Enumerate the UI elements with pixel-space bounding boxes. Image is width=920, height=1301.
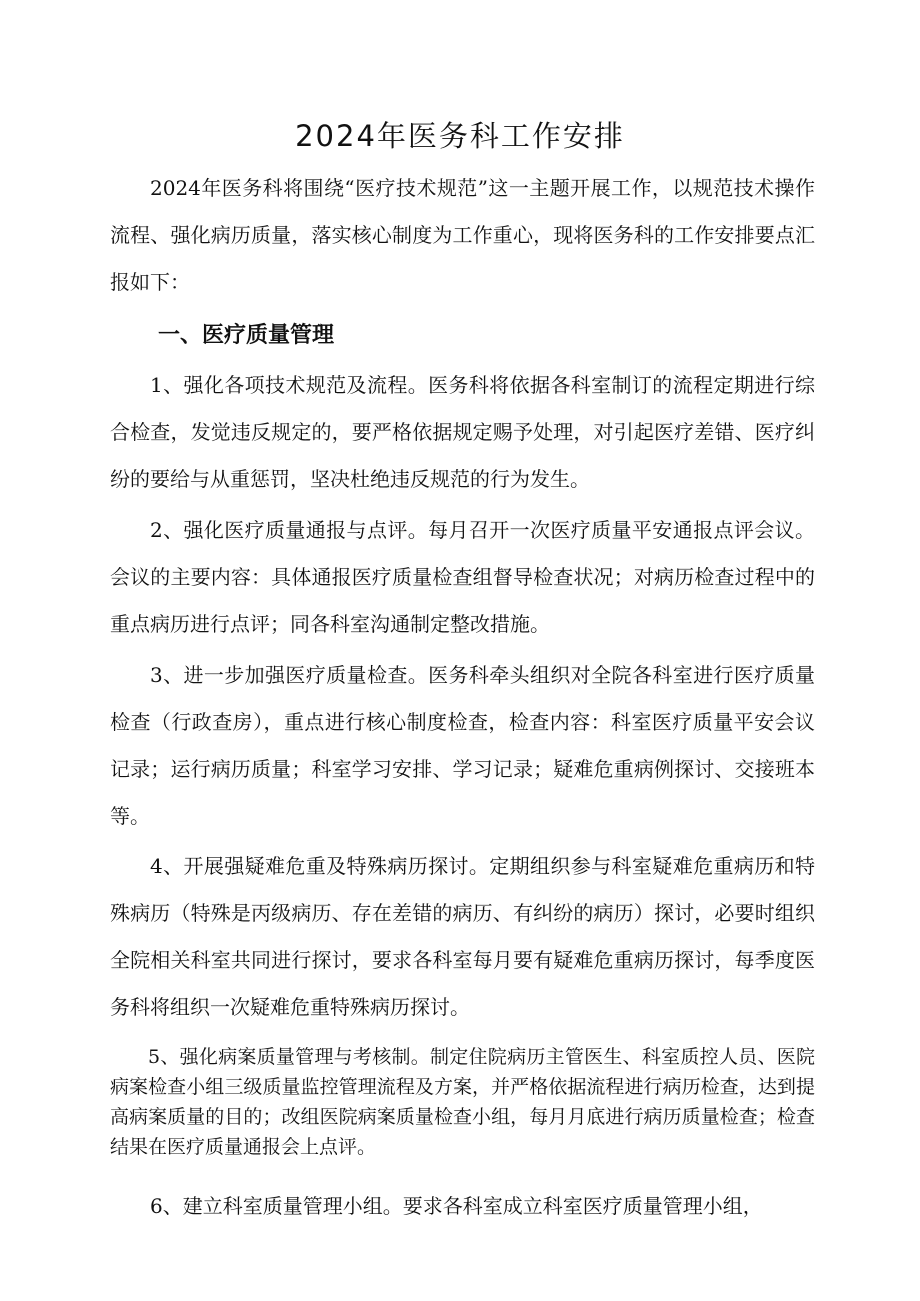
- section-heading: 一、医疗质量管理: [158, 323, 335, 348]
- item-paragraph-5: 5、强化病案质量管理与考核制。制定住院病历主管医生、科室质控人员、医院病案检查小组三级质量监控管理流程及方案，并严格依据流程进行病历检查，达到提高病案质量的目的；改组医院病案质量检查小组，每月月底进行病历质量检查；检查结果在医疗质量通报会上点评。: [110, 1046, 815, 1158]
- item-paragraph-6: 6、建立科室质量管理小组。要求各科室成立科室医疗质量管理小组，: [150, 1194, 763, 1218]
- item-paragraph-1: 1、强化各项技术规范及流程。医务科将依据各科室制订的流程定期进行综合检查，发觉违反规定的，要严格依据规定赐予处理，对引起医疗差错、医疗纠纷的要给与从重惩罚，坚决杜绝违反规范的行为发生。: [110, 373, 815, 491]
- intro-paragraph: 2024年医务科将围绕“医疗技术规范”这一主题开展工作，以规范技术操作流程、强化病历质量，落实核心制度为工作重心，现将医务科的工作安排要点汇报如下：: [110, 176, 815, 294]
- item-paragraph-4: 4、开展强疑难危重及特殊病历探讨。定期组织参与科室疑难危重病历和特殊病历（特殊是丙级病历、存在差错的病历、有纠纷的病历）探讨，必要时组织全院相关科室共同进行探讨，要求各科室每月要有疑难危重病历探讨，每季度医务科将组织一次疑难危重特殊病历探讨。: [110, 854, 815, 1019]
- document-title: 2024年医务科工作安排: [295, 119, 625, 153]
- item-paragraph-2: 2、强化医疗质量通报与点评。每月召开一次医疗质量平安通报点评会议。会议的主要内容：具体通报医疗质量检查组督导检查状况；对病历检查过程中的重点病历进行点评；同各科室沟通制定整改措施。: [110, 518, 815, 636]
- item-paragraph-3: 3、进一步加强医疗质量检查。医务科牵头组织对全院各科室进行医疗质量检查（行政查房），重点进行核心制度检查，检查内容：科室医疗质量平安会议记录；运行病历质量；科室学习安排、学习记录；疑难危重病例探讨、交接班本等。: [110, 663, 815, 828]
